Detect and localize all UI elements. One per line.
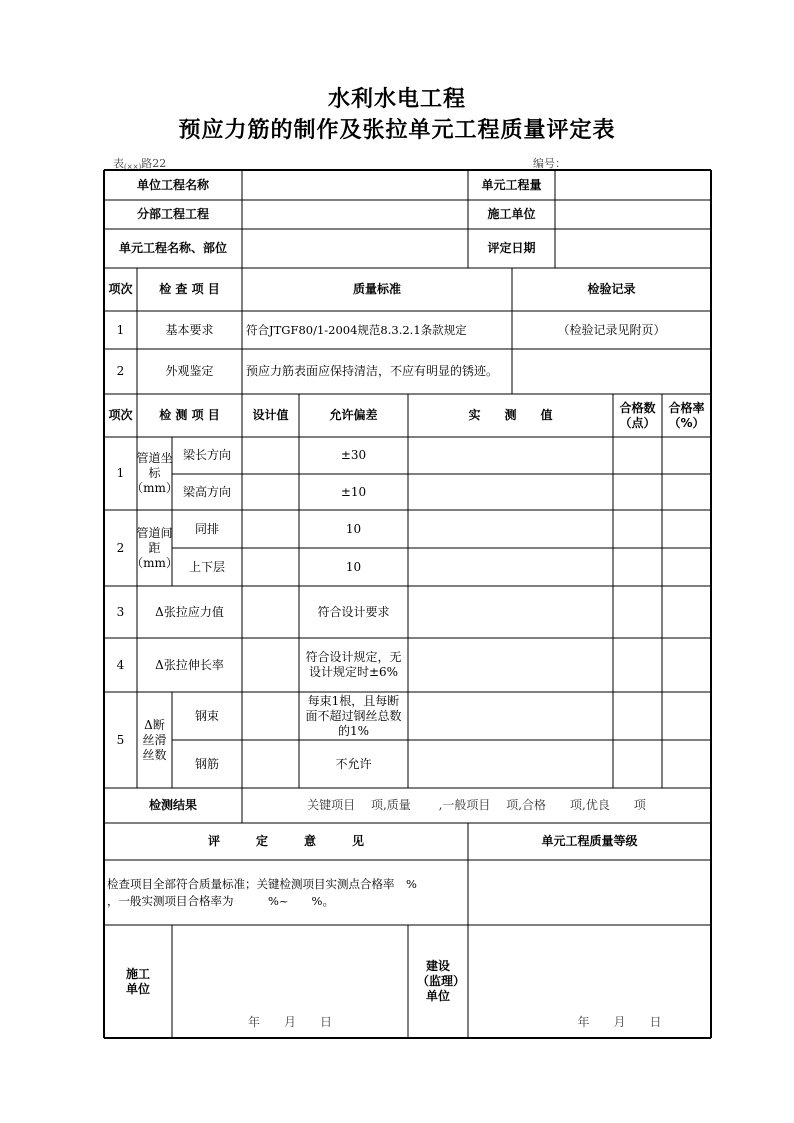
opinion-line2: ，一般实测项目合格率为 %~ %。 xyxy=(107,893,334,908)
opinion-header: 评 定 意 见 xyxy=(207,834,364,848)
inspection-row-standard: 符合JTGF80/1-2004规范8.3.2.1条款规定 xyxy=(246,322,467,337)
field-unit-project-name[interactable] xyxy=(242,170,468,200)
measure-sub-name: 上下层 xyxy=(188,559,225,574)
grade-header: 单元工程质量等级 xyxy=(541,834,638,848)
measure-tolerance: 每束1根，且每断面不超过钢丝总数的1% xyxy=(305,693,402,738)
label-division-project: 分部工程工程 xyxy=(136,207,209,221)
measure-sub-name: 同排 xyxy=(194,521,219,536)
measure-row-no: 5 xyxy=(116,732,125,747)
measure-tolerance: 符合设计规定，无设计规定时±6% xyxy=(305,650,402,679)
label-unit-project-name: 单位工程名称 xyxy=(136,177,209,192)
inspection-row-record: （检验记录见附页） xyxy=(557,322,666,337)
measure-sub-name: 梁高方向 xyxy=(182,484,231,499)
measure-tolerance: 不允许 xyxy=(335,756,372,771)
measure-group-name: 管道坐标（mm） xyxy=(131,451,178,495)
form-prefix: 表 xyxy=(113,157,124,170)
construction-date: 年 月 日 xyxy=(247,1014,332,1029)
measure-row-no: 4 xyxy=(116,657,125,672)
inspection-row-standard: 预应力筋表面应保持清洁，不应有明显的锈迹。 xyxy=(246,364,499,378)
measure-col-pass-rate: 合格率（%） xyxy=(668,400,705,430)
opinion-line1: 检查项目全部符合质量标准；关键检测项目实测点合格率 % xyxy=(107,876,417,891)
measure-tolerance: 10 xyxy=(345,521,362,536)
opinion-text xyxy=(104,860,468,925)
inspection-col-item: 检 查 项 目 xyxy=(159,282,220,296)
label-evaluation-date: 评定日期 xyxy=(487,241,536,255)
measure-col-pass-count: 合格数（点） xyxy=(619,400,656,430)
grade-field[interactable] xyxy=(468,860,711,925)
result-text: 关键项目 项,质量 ,一般项目 项,合格 项,优良 项 xyxy=(307,798,646,812)
measure-group-name: 管道间距（mm） xyxy=(131,525,178,570)
measure-col-design: 设计值 xyxy=(252,408,289,422)
label-construction-unit: 施工单位 xyxy=(487,207,536,221)
title-line1: 水利水电工程 xyxy=(327,87,466,112)
inspection-col-no: 项次 xyxy=(108,282,133,296)
measure-group-name: Δ张拉伸长率 xyxy=(155,657,224,672)
form-code-value: 路22 xyxy=(141,157,167,170)
measure-group-name: Δ断丝滑丝数 xyxy=(142,717,167,762)
inspection-row-no: 1 xyxy=(116,322,125,337)
measure-sub-name: 梁长方向 xyxy=(182,448,231,462)
inspection-row-item: 基本要求 xyxy=(165,322,214,337)
measure-sub-name: 钢束 xyxy=(194,708,219,723)
measure-col-no: 项次 xyxy=(108,408,133,422)
inspection-col-standard: 质量标准 xyxy=(352,282,401,296)
measure-col-measured: 实 测 值 xyxy=(468,408,553,422)
measure-tolerance: ±30 xyxy=(340,448,367,462)
measure-tolerance: 符合设计要求 xyxy=(317,604,390,619)
measure-col-item: 检 测 项 目 xyxy=(159,408,220,422)
form-code xyxy=(113,155,166,171)
label-element-name-location: 单元工程名称、部位 xyxy=(118,241,227,255)
inspection-col-record: 检验记录 xyxy=(587,282,636,296)
title-line2: 预应力筋的制作及张拉单元工程质量评定表 xyxy=(178,118,616,143)
measure-tolerance: ±10 xyxy=(340,484,367,499)
supervision-unit-label: 建设（监理）单位 xyxy=(416,959,459,1003)
field-element-name-location[interactable] xyxy=(242,229,468,268)
measure-group-name: Δ张拉应力值 xyxy=(155,604,224,619)
inspection-row-record[interactable] xyxy=(512,349,711,394)
measure-col-tolerance: 允许偏差 xyxy=(329,408,378,422)
supervision-date: 年 月 日 xyxy=(577,1014,662,1029)
measure-tolerance: 10 xyxy=(345,559,362,574)
field-division-project[interactable] xyxy=(242,200,468,229)
field-unit-quantity[interactable] xyxy=(555,170,711,200)
result-label: 检测结果 xyxy=(148,798,197,812)
measure-row-no: 1 xyxy=(116,466,125,480)
form-prefix-small: (××) xyxy=(124,163,142,171)
construction-unit-label: 施工单位 xyxy=(125,966,150,996)
serial-label: 编号： xyxy=(533,157,566,170)
field-evaluation-date[interactable] xyxy=(555,229,711,268)
measure-sub-name: 钢筋 xyxy=(194,756,219,771)
measure-row-no: 3 xyxy=(116,604,125,619)
measure-row-no: 2 xyxy=(116,540,125,555)
field-construction-unit[interactable] xyxy=(555,200,711,229)
inspection-row-no: 2 xyxy=(116,364,125,378)
label-unit-quantity: 单元工程量 xyxy=(481,177,542,192)
inspection-row-item: 外观鉴定 xyxy=(165,364,214,378)
